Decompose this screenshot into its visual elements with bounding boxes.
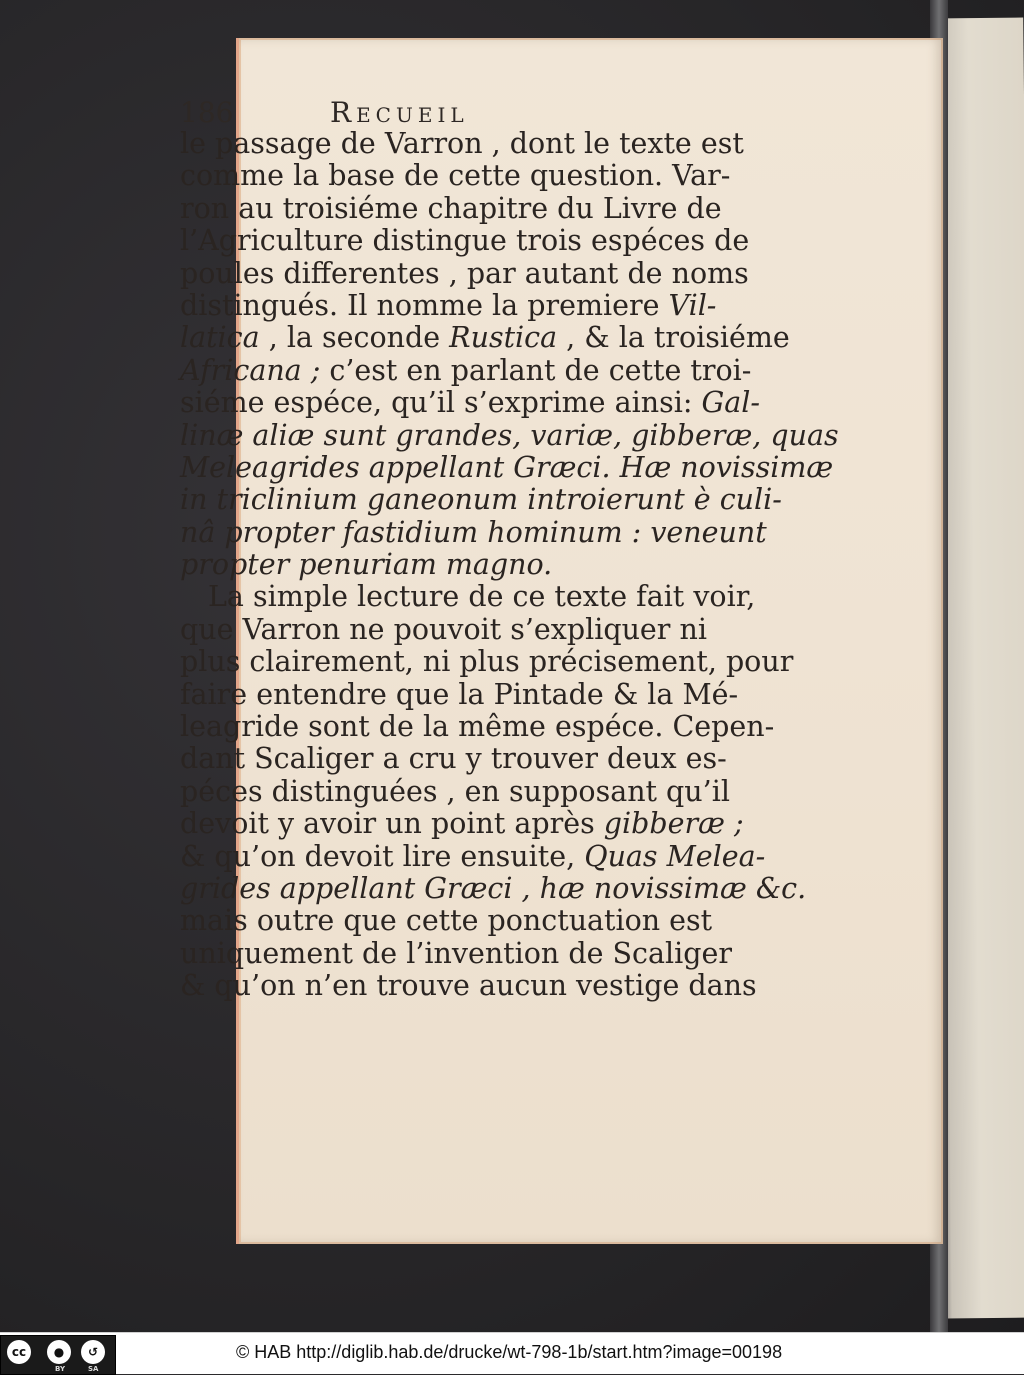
text-span: , la seconde: [259, 321, 450, 355]
attribution-icon: ●: [47, 1340, 71, 1364]
text-span: l’Agriculture distingue trois espéces de: [180, 224, 750, 258]
text-span: & qu’on n’en trouve aucun vestige dans: [180, 969, 757, 1003]
text-span: devoit y avoir un point après: [180, 807, 604, 841]
text-span: péces distinguées , en supposant qu’il: [180, 774, 730, 808]
text-line: [180, 549, 650, 581]
italic-span: nâ propter fastidium hominum : veneunt: [180, 515, 767, 549]
italic-span: latica: [180, 321, 260, 355]
text-line: [180, 256, 749, 290]
text-span: , & la troisiéme: [557, 321, 790, 355]
italic-span: Quas Melea-: [584, 839, 766, 873]
italic-span: Africana ;: [180, 353, 321, 387]
cc-icon: cc: [7, 1340, 31, 1364]
text-span: siéme espéce, qu’il s’exprime ainsi:: [180, 386, 702, 420]
text-line: [180, 288, 717, 322]
running-head: Recueil: [330, 96, 469, 129]
italic-span: Rustica: [449, 321, 558, 355]
share-alike-icon: ↺: [81, 1340, 105, 1364]
by-label: BY: [55, 1365, 66, 1373]
italic-span: grides appellant Græci , hæ novissimæ &c.: [180, 871, 807, 905]
text-line: [180, 839, 766, 873]
text-span: distingués. Il nomme la premiere: [180, 288, 669, 322]
text-line: [180, 645, 794, 679]
text-line: [180, 515, 767, 549]
text-line: [180, 159, 731, 193]
text-line: [180, 483, 782, 517]
text-line: [180, 224, 750, 258]
text-line: [180, 580, 756, 614]
body-text: [180, 127, 839, 1003]
text-span: & qu’on devoit lire ensuite,: [180, 839, 585, 873]
text-span: mais outre que cette ponctuation est: [180, 904, 713, 938]
footer-bar: [0, 1332, 1024, 1374]
source-credit[interactable]: © HAB http://diglib.hab.de/drucke/wt-798-1b/start.htm?image=00198: [236, 1342, 783, 1362]
cc-license-badge[interactable]: [0, 1335, 116, 1375]
italic-span: gibberæ ;: [603, 807, 744, 841]
text-line: [180, 871, 807, 905]
italic-span: Gal-: [701, 386, 760, 420]
text-line: [180, 710, 775, 744]
text-line: [180, 969, 757, 1003]
text-line: [180, 127, 744, 160]
text-span: La simple lecture de ce texte fait voir,: [208, 580, 756, 614]
text-line: [180, 807, 744, 841]
text-span: leagride sont de la même espéce. Cepen-: [180, 710, 775, 744]
text-span: que Varron ne pouvoit s’expliquer ni: [180, 612, 707, 646]
text-line: [180, 904, 713, 938]
text-line: [180, 191, 722, 225]
italic-span: in triclinium ganeonum introierunt è culi-: [180, 483, 782, 517]
text-span: ron au troisiéme chapitre du Livre de: [180, 191, 722, 225]
text-line: [180, 677, 739, 711]
text-span: uniquement de l’invention de Scaliger: [180, 936, 732, 970]
text-line: [180, 353, 752, 387]
text-line: [180, 742, 727, 776]
page-header: [180, 96, 650, 130]
text-line: [180, 450, 834, 484]
page-number: 186: [180, 96, 234, 129]
italic-span: propter penuriam magno.: [180, 548, 553, 582]
text-line: [180, 321, 790, 355]
text-line: [180, 936, 732, 970]
text-span: comme la base de cette question. Var-: [180, 159, 731, 193]
text-line: [180, 612, 707, 646]
italic-span: linæ aliæ sunt grandes, variæ, gibberæ, quas: [180, 418, 839, 452]
text-span: faire entendre que la Pintade & la Mé-: [180, 677, 739, 711]
text-line: [180, 386, 760, 420]
text-span: dant Scaliger a cru y trouver deux es-: [180, 742, 727, 776]
text-line: [180, 418, 839, 452]
sa-label: SA: [88, 1365, 99, 1373]
text-line: [180, 774, 730, 808]
italic-span: Meleagrides appellant Græci. Hæ novissimæ: [180, 450, 834, 484]
text-span: plus clairement, ni plus précisement, pour: [180, 645, 794, 679]
text-span: le passage de Varron , dont le texte est: [180, 127, 744, 160]
text-span: c’est en parlant de cette troi-: [320, 353, 752, 387]
italic-span: Vil-: [668, 288, 717, 322]
text-span: poules differentes , par autant de noms: [180, 256, 749, 290]
